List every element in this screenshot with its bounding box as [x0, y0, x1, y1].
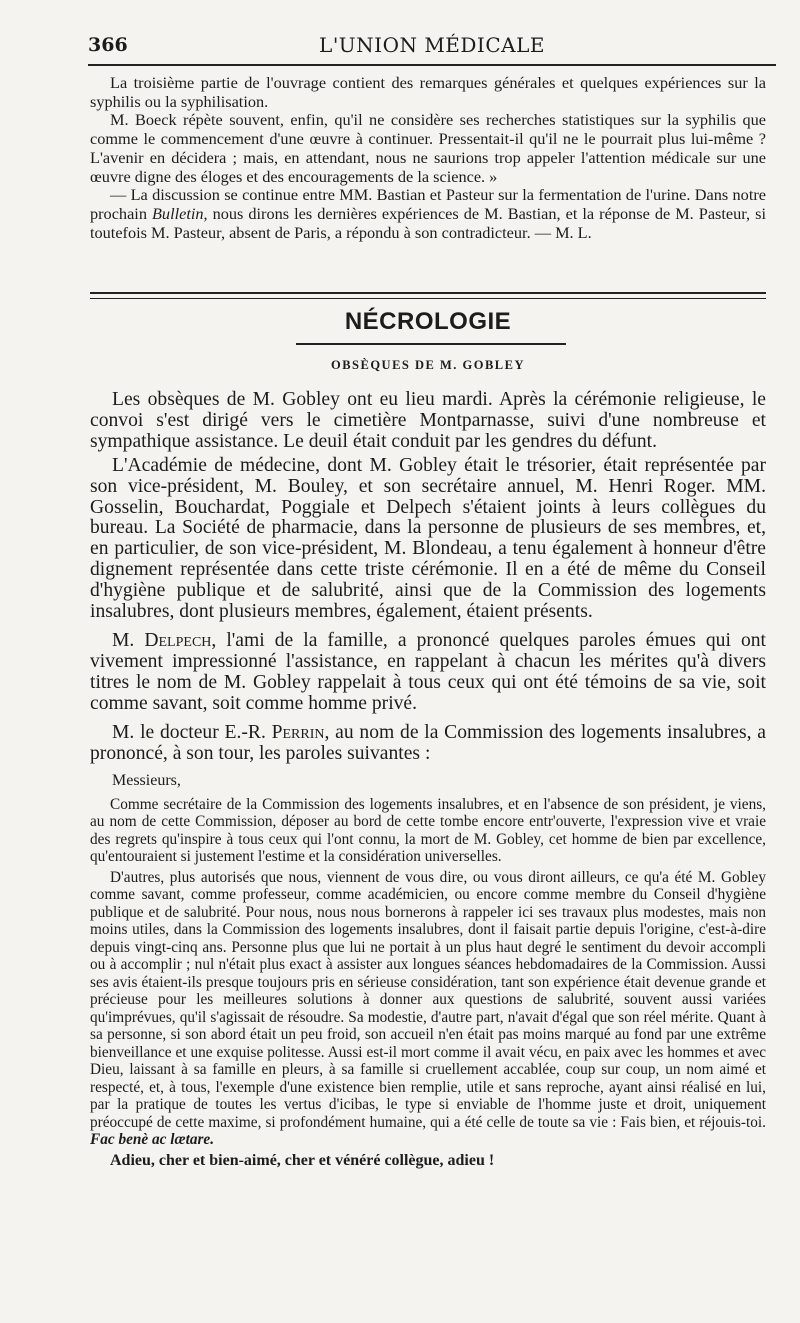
paragraph: [90, 186, 766, 242]
text-run: , l'ami de la famille, a prononcé quelques paroles émues qui ont vivement impressionné l'assistance, en rappelant à chacun les mérites qu'à divers titres le nom de M. Gobley rappelait à tous ceux qui ont été témoins de sa vie, soit comme savant, soit comme homme privé.: [90, 629, 766, 714]
speaker-name: Perrin: [271, 721, 325, 743]
page-header: [88, 30, 776, 62]
paragraph: L'Académie de médecine, dont M. Gobley était le trésorier, était représentée par son vice-président, M. Bouley, et son secrétaire annuel, M. Henri Roger. MM. Gosselin, Bouchardat, Poggiale et Delpech s'étaient joints à leurs collègues du bureau. La Société de pharmacie, dans la personne de plusieurs de ses membres, et, en particulier, de son vice-président, M. Blondeau, a tenu également à honneur d'être dignement représentée dans cette triste cérémonie. Il en a été de même du Conseil d'hygiène publique et de salubrité, ainsi que de la Commission des logements insalubres, dont plusieurs membres, également, étaient présents.: [90, 454, 766, 623]
text-run: M.: [112, 629, 145, 651]
top-text-block: [90, 74, 766, 242]
page-number: 366: [88, 34, 128, 56]
paragraph: Les obsèques de M. Gobley ont eu lieu mardi. Après la cérémonie religieuse, le convoi s'est dirigé vers le cimetière Montparnasse, suivi d'une nombreuse et sympathique assistance. Le deuil était conduit par les gendres du défunt.: [90, 389, 766, 452]
paragraph: La troisième partie de l'ouvrage contient des remarques générales et quelques expériences sur la syphilis ou la syphilisation.: [90, 73, 766, 111]
section-divider-thin: [90, 298, 766, 299]
speaker-name: Delpech: [144, 629, 212, 651]
text-run: , nous dirons les dernières expériences de M. Bastian, et la réponse de M. Pasteur, si toutefois M. Pasteur, absent de Paris, a répondu à son contradicteur. — M. L.: [90, 203, 766, 242]
speech-paragraph: Comme secrétaire de la Commission des logements insalubres, et en l'absence de son président, je viens, au nom de cette Commission, déposer au bord de cette tombe encore entr'ouverte, l'expression vive et vraie des regrets qu'inspire à tous ceux qui l'ont connu, la mort de M. Gobley, cet homme de bien par excellence, qu'entouraient si justement l'estime et la considération universelles.: [90, 795, 766, 865]
text-run: , au nom de la Commission des logements insalubres, a prononcé, à son tour, les paroles suivantes :: [90, 721, 766, 764]
eulogy-speech: [90, 772, 766, 1172]
speech-salutation: Messieurs,: [112, 772, 181, 789]
latin-quote: Fac benè ac lætare.: [90, 1131, 215, 1148]
text-run: — La discussion se continue entre MM. Bastian et Pasteur sur la fermentation de l'urine. Dans notre prochain: [90, 185, 766, 223]
running-title: L'UNION MÉDICALE: [319, 33, 545, 57]
paragraph: [90, 631, 766, 715]
section-subtitle: OBSÈQUES DE M. GOBLEY: [330, 358, 526, 372]
obituary-body: [90, 390, 766, 772]
title-underline: [296, 343, 566, 345]
paragraph: [90, 723, 766, 765]
text-run: M. le docteur E.-R.: [112, 721, 272, 743]
section-divider: [90, 292, 766, 294]
speech-paragraph: [90, 869, 766, 1149]
text-run: D'autres, plus autorisés que nous, viennent de vous dire, ou vous diront ailleurs, ce qu'a été M. Gobley comme savant, comme professeur, comme académicien, ou encore comme membre du Conseil d'hygiène publique et de salubrité. Pour nous, nous nous bornerons à rappeler ici ses travaux plus modestes, mais non moins utiles, dans la Commission des logements insalubres, dont il faisait partie depuis l'origine, c'est-à-dire depuis vingt-cinq ans. Personne plus que lui ne portait à un plus haut degré le sentiment du devoir accompli ou à accomplir ; nul n'était plus exact à assister aux longues séances hebdomadaires de la Commission. Aussi ses avis étaient-ils presque toujours pris en sérieuse considération, tant son expérience était devenue grande et précieuse pour les meilleures solutions à donner aux questions de salubrité, souvent aussi variées qu'imprévues, qu'il s'agissait de résoudre. Sa modestie, d'autre part, n'avait d'égal que son réel mérite. Quant à sa personne, si son abord était un peu froid, son accueil n'en était pas moins marqué au fond par une extrême bienveillance et une exquise politesse. Aussi est-il mort comme il avait vécu, en paix avec les hommes et avec Dieu, laissant à sa famille en pleurs, à sa famille si cruellement accablée, coup sur coup, un nom aimé et respecté, et, à tous, l'exemple d'une existence bien remplie, utile et sans reproche, ayant ainsi réalisé en lui, par la pratique de toutes les vertus d'icibas, le type si enviable de l'homme juste et droit, uniquement préoccupé de cette maxime, si profondément humaine, qui a été celle de toute sa vie : Fais bien, et réjouis-toi.: [90, 868, 766, 1131]
speech-closing: Adieu, cher et bien-aimé, cher et vénéré collègue, adieu !: [110, 1151, 495, 1169]
section-title: NÉCROLOGIE: [344, 308, 512, 335]
header-rule: [88, 64, 776, 66]
paragraph: M. Boeck répète souvent, enfin, qu'il ne considère ses recherches statistiques sur la syphilis que comme le commencement d'une œuvre à continuer. Pressentait-il qu'il ne le pourrait plus lui-même ? L'avenir en décidera ; mais, en attendant, nous ne saurions trop appeler l'attention médicale sur une œuvre digne des éloges et des encouragements de la science. »: [90, 110, 766, 186]
italic-title: Bulletin: [151, 203, 204, 223]
